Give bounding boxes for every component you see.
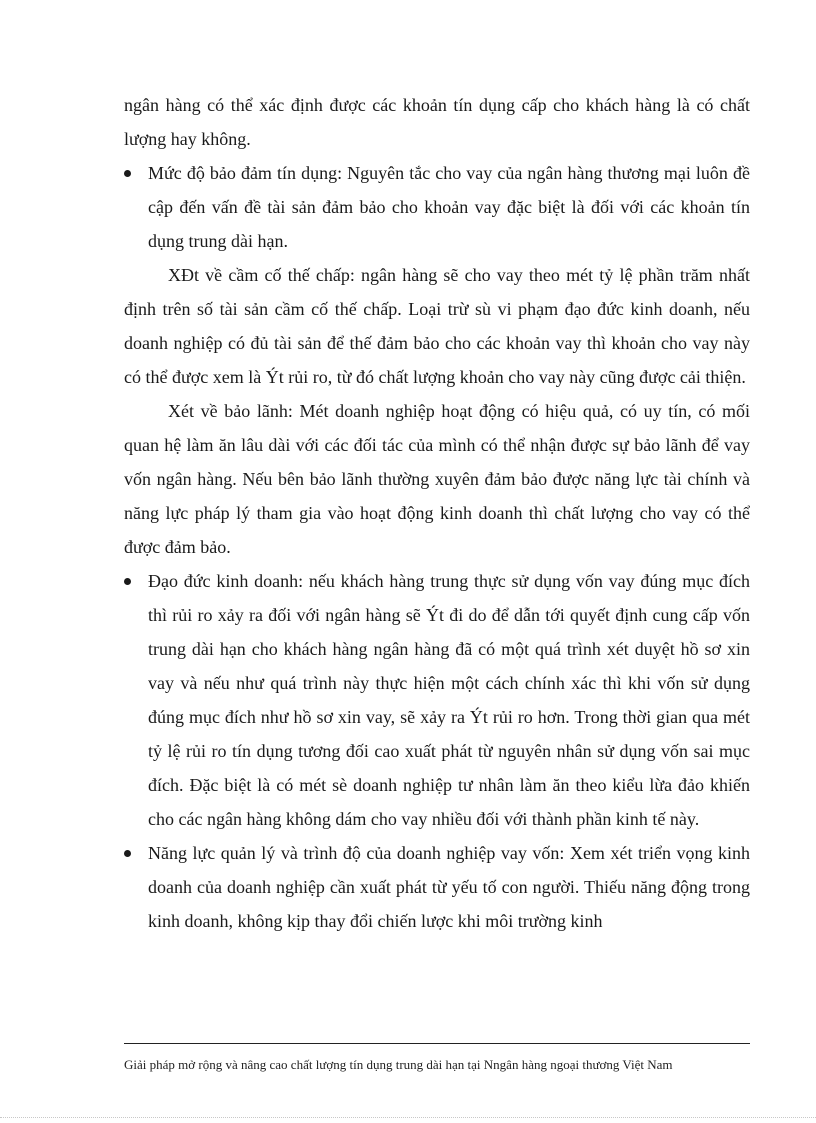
bullet-management-capacity: [124, 836, 750, 938]
bullet-text: Đạo đức kinh doanh: nếu khách hàng trung thực sử dụng vốn vay đúng mục đích thì rủi ro xảy ra đối với ngân hàng sẽ Ýt đi do để dẫn tới quyết định cung cấp vốn trung dài hạn cho khách hàng ngân hàng đã có một quá trình xét duyệt hồ sơ xin vay và nếu như quá trình này thực hiện một cách chính xác thì khi vốn sử dụng đúng mục đích như hồ sơ xin vay, sẽ xảy ra Ýt rủi ro hơn. Trong thời gian qua mét tỷ lệ rủi ro tín dụng tương đối cao xuất phát từ nguyên nhân sử dụng vốn sai mục đích. Đặc biệt là có mét sè doanh nghiệp tư nhân làm ăn theo kiểu lừa đảo khiến cho các ngân hàng không dám cho vay nhiều đối với thành phần kinh tế này.: [148, 571, 750, 829]
bullet-business-ethics: [124, 564, 750, 836]
page-bottom-border: [0, 1117, 816, 1118]
bullet-credit-security: [124, 156, 750, 258]
paragraph-continuation: ngân hàng có thể xác định được các khoản tín dụng cấp cho khách hàng là có chất lượng hay không.: [124, 95, 750, 149]
footer-divider: [124, 1043, 750, 1044]
bullet-dot-icon: [124, 170, 131, 177]
bullet-dot-icon: [124, 850, 131, 857]
bullet-text: Năng lực quản lý và trình độ của doanh nghiệp vay vốn: Xem xét triển vọng kinh doanh của doanh nghiệp cần xuất phát từ yếu tố con người. Thiếu năng động trong kinh doanh, không kịp thay đổi chiến lược khi môi trường kinh: [148, 843, 750, 931]
page-body: [124, 88, 750, 938]
paragraph-guarantee: Xét về bảo lãnh: Mét doanh nghiệp hoạt động có hiệu quả, có uy tín, có mối quan hệ làm ăn lâu dài với các đối tác của mình có thể nhận được sự bảo lãnh để vay vốn ngân hàng. Nếu bên bảo lãnh thường xuyên đảm bảo được năng lực tài chính và năng lực pháp lý tham gia vào hoạt động kinh doanh thì chất lượng cho vay có thể được đảm bảo.: [124, 401, 750, 557]
bullet-dot-icon: [124, 578, 131, 585]
page-footer: Giải pháp mở rộng và nâng cao chất lượng tín dụng trung dài hạn tại Nngân hàng ngoại thương Việt Nam: [124, 1057, 673, 1072]
bullet-text: Mức độ bảo đảm tín dụng: Nguyên tắc cho vay của ngân hàng thương mại luôn đề cập đến vấn đề tài sản đảm bảo cho khoản vay đặc biệt là đối với các khoản tín dụng trung dài hạn.: [148, 163, 750, 251]
paragraph-pledge-mortgage: XÐt về cầm cố thế chấp: ngân hàng sẽ cho vay theo mét tỷ lệ phần trăm nhất định trên số tài sản cầm cố thế chấp. Loại trừ sù vi phạm đạo đức kinh doanh, nếu doanh nghiệp có đủ tài sản để thế đảm bảo cho các khoản vay thì khoản cho vay này có thể được xem là Ýt rủi ro, từ đó chất lượng khoản cho vay này cũng được cải thiện.: [124, 265, 750, 387]
